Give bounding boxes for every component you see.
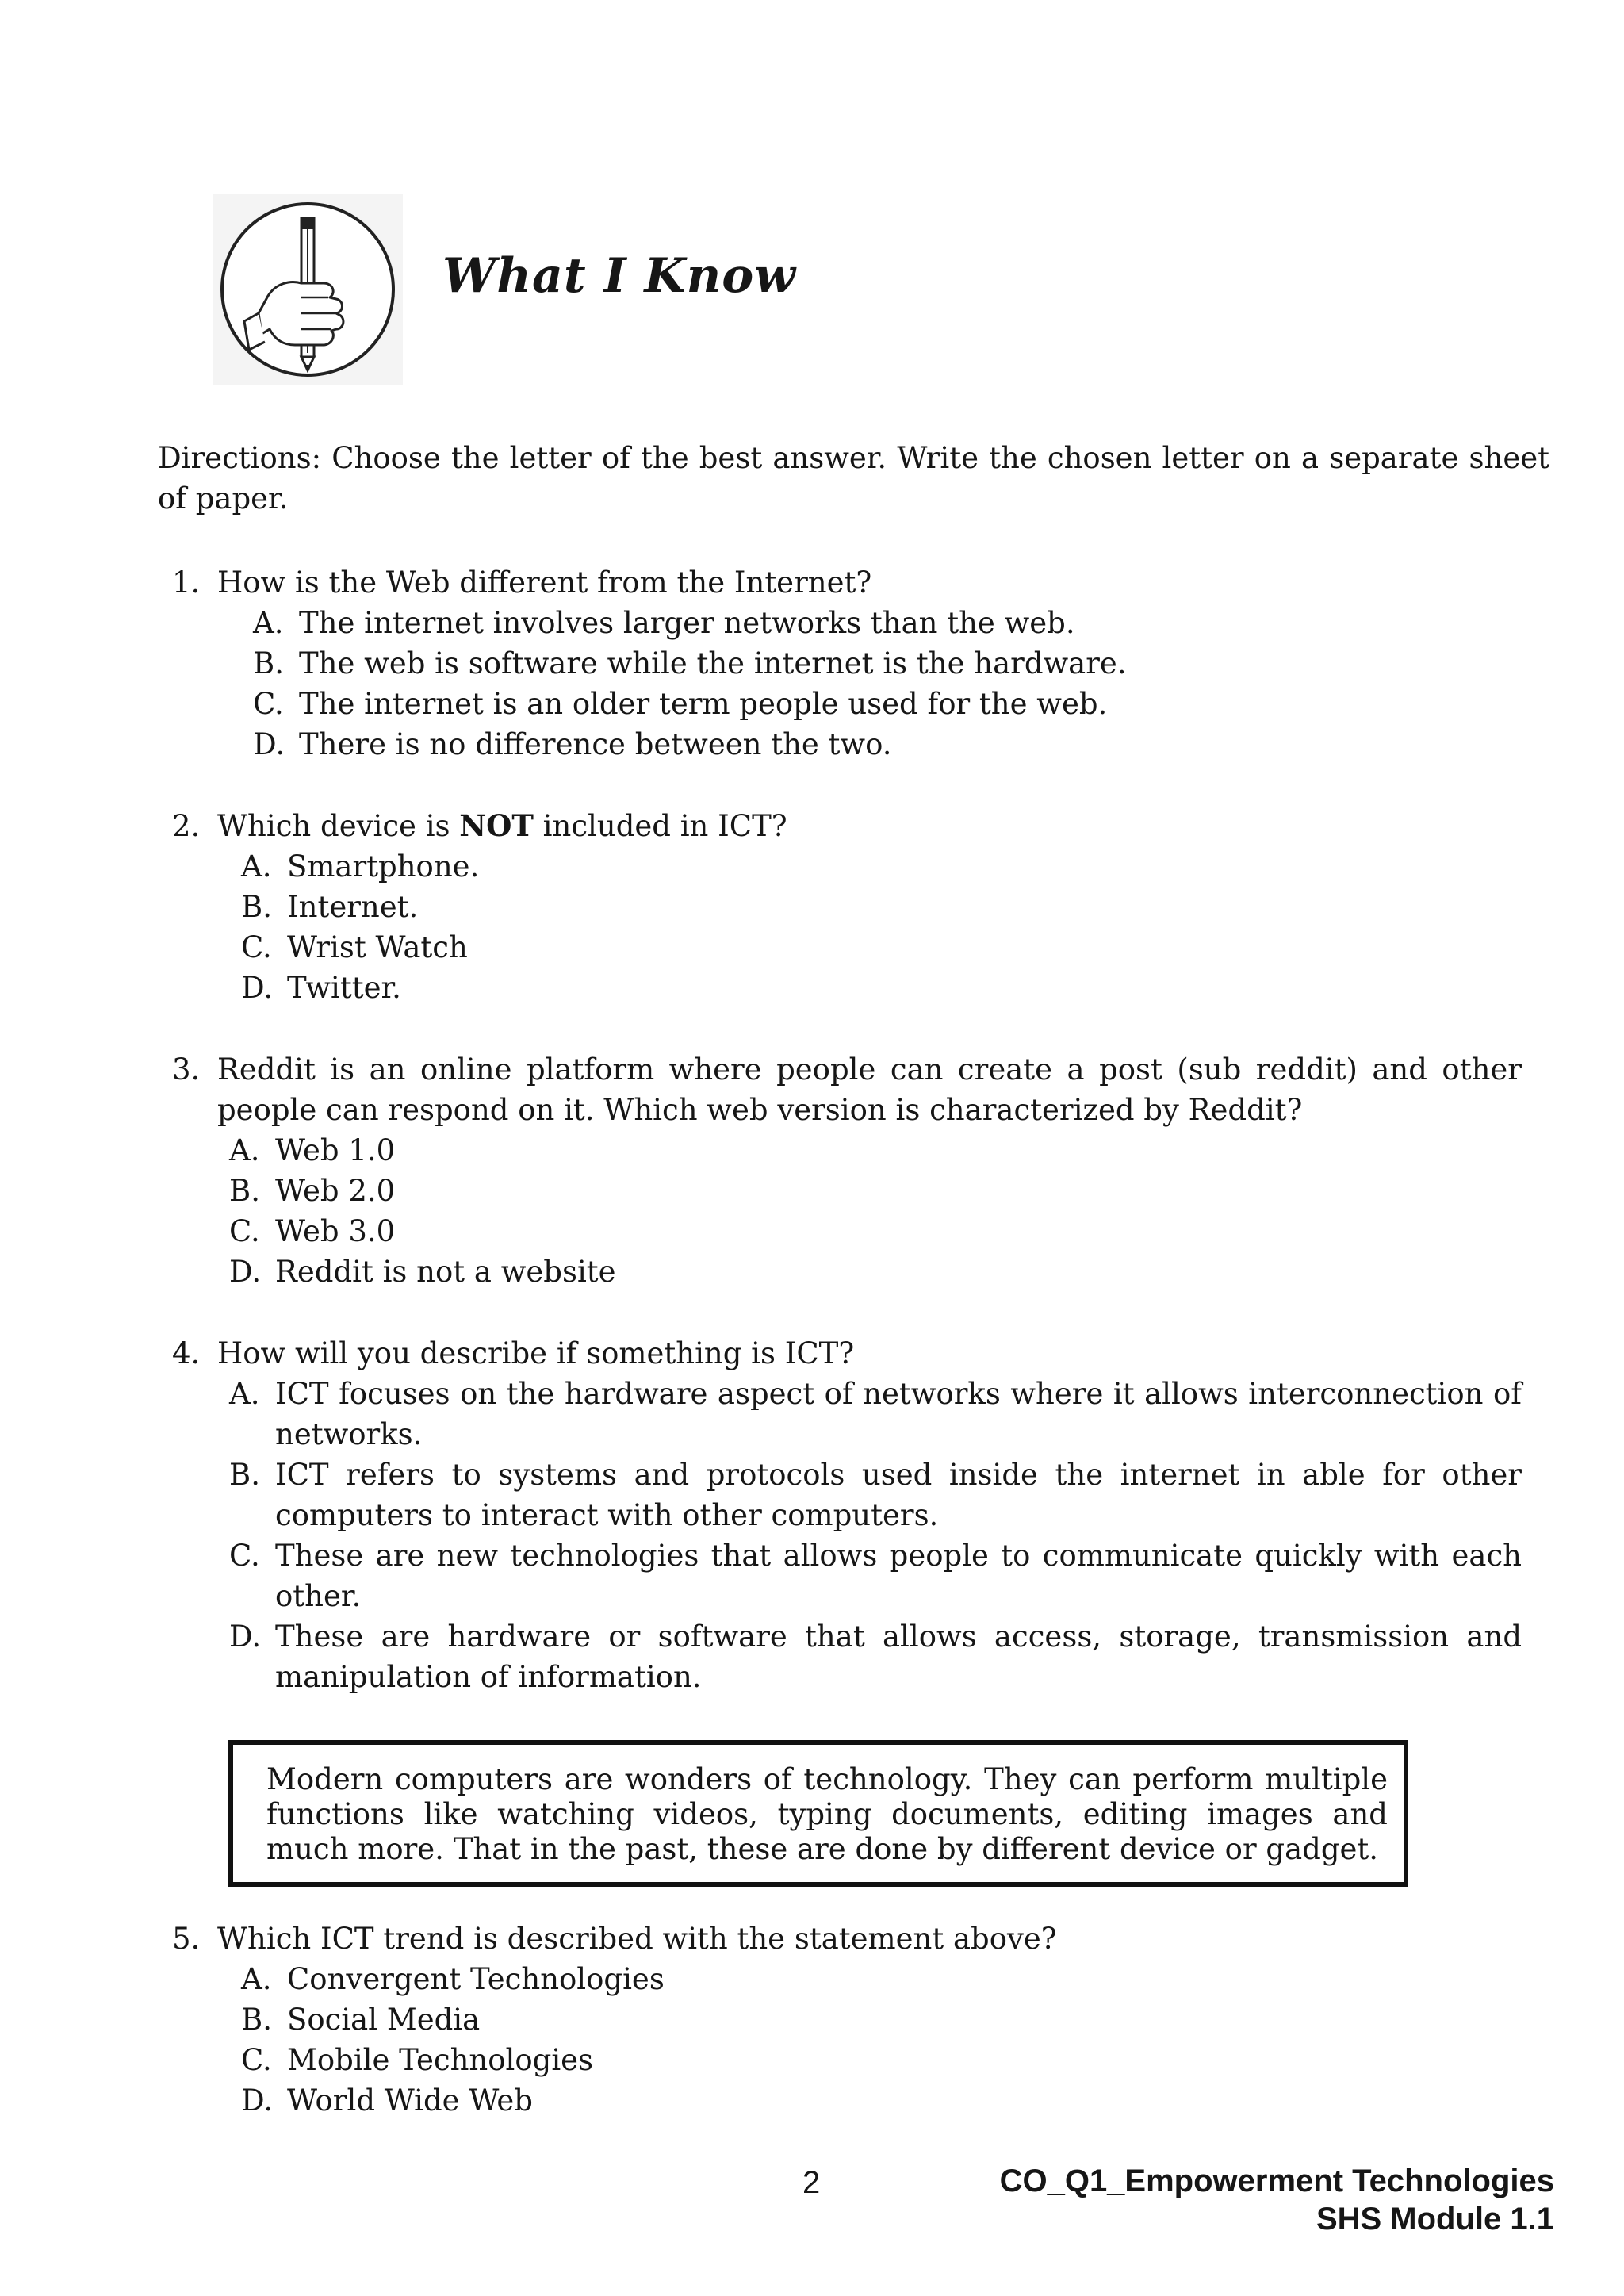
option-letter: B. — [229, 1174, 260, 1208]
question-text: Which ICT trend is described with the statement above? — [217, 1922, 1057, 1956]
option-letter: C. — [241, 930, 272, 964]
question-text: How will you describe if something is ICT? — [217, 1336, 855, 1370]
option-c[interactable] — [229, 1211, 1522, 1251]
option-letter: D. — [241, 2083, 274, 2118]
footer-module: SHS Module 1.1 — [1316, 2202, 1554, 2237]
option-text: ICT refers to systems and protocols used inside the internet in able for other computers to interact with other computers. — [275, 1458, 1522, 1532]
option-b[interactable] — [241, 887, 1522, 927]
option-text: Wrist Watch — [287, 930, 468, 964]
option-a[interactable] — [229, 1374, 1522, 1455]
option-letter: D. — [229, 1619, 262, 1654]
question-text — [217, 806, 1522, 846]
option-letter: C. — [241, 2043, 272, 2077]
option-letter: A. — [229, 1377, 260, 1411]
footer-module-label — [1000, 2162, 1554, 2238]
option-text: These are hardware or software that allows access, storage, transmission and manipulation of information. — [275, 1619, 1522, 1694]
option-letter: A. — [229, 1133, 260, 1167]
question-text-start: Which device is — [217, 809, 460, 843]
option-b[interactable] — [241, 1999, 1522, 2040]
option-d[interactable] — [229, 1616, 1522, 1697]
option-d[interactable] — [229, 1251, 1522, 1292]
option-text: ICT focuses on the hardware aspect of networks where it allows interconnection of networks. — [275, 1377, 1522, 1451]
option-d[interactable] — [241, 968, 1522, 1008]
option-text: Web 2.0 — [275, 1174, 396, 1208]
option-a[interactable] — [241, 846, 1522, 887]
option-c[interactable] — [241, 927, 1522, 968]
question-4 — [158, 1333, 1522, 1697]
option-text: Convergent Technologies — [287, 1962, 665, 1996]
option-letter: D. — [241, 971, 274, 1005]
option-letter: D. — [229, 1255, 262, 1289]
option-text: Reddit is not a website — [275, 1255, 616, 1289]
option-d[interactable] — [253, 724, 1522, 765]
option-letter: A. — [253, 606, 284, 640]
question-text: Reddit is an online platform where people can create a post (sub reddit) and other people can respond on it. Which web version is characterized by Reddit? — [217, 1052, 1522, 1127]
option-text: The internet involves larger networks than the web. — [299, 606, 1075, 640]
question-number: 5. — [172, 1922, 201, 1956]
footer-course: CO_Q1_Empowerment Technologies — [999, 2164, 1554, 2198]
question-number: 1. — [172, 565, 201, 600]
option-b[interactable] — [253, 643, 1522, 684]
option-letter: C. — [229, 1214, 260, 1248]
question-2 — [158, 806, 1522, 1008]
option-letter: C. — [229, 1539, 260, 1573]
option-letter: D. — [253, 727, 285, 761]
emphasis-not: NOT — [459, 808, 534, 843]
question-1 — [158, 562, 1522, 765]
option-d[interactable] — [241, 2080, 1522, 2121]
pencil-in-hand-icon — [213, 194, 403, 385]
option-text: The web is software while the internet is the hardware. — [299, 646, 1127, 680]
section-title: What I Know — [442, 248, 796, 304]
directions: Directions: Choose the letter of the best answer. Write the chosen letter on a separate sheet of paper. — [158, 441, 1549, 516]
option-c[interactable] — [229, 1535, 1522, 1616]
option-c[interactable] — [241, 2040, 1522, 2080]
option-letter: A. — [241, 849, 272, 884]
question-number: 3. — [172, 1052, 201, 1087]
option-letter: B. — [241, 2003, 272, 2037]
question-number: 4. — [172, 1336, 201, 1370]
option-text: World Wide Web — [287, 2083, 533, 2118]
option-text: These are new technologies that allows people to communicate quickly with each other. — [275, 1539, 1522, 1613]
question-number: 2. — [172, 809, 201, 843]
option-a[interactable] — [241, 1959, 1522, 1999]
option-letter: B. — [229, 1458, 260, 1492]
option-a[interactable] — [253, 603, 1522, 643]
info-box: Modern computers are wonders of technology. They can perform multiple functions like watching videos, typing documents, editing images and much more. That in the past, these are done by different device or gadget. — [228, 1740, 1408, 1887]
option-letter: C. — [253, 687, 284, 721]
option-text: Internet. — [287, 890, 419, 924]
option-a[interactable] — [229, 1130, 1522, 1171]
question-3 — [158, 1049, 1522, 1292]
option-text: The internet is an older term people used for the web. — [299, 687, 1108, 721]
page-number: 2 — [802, 2165, 821, 2200]
option-b[interactable] — [229, 1171, 1522, 1211]
question-5 — [158, 1918, 1522, 2121]
option-letter: B. — [241, 890, 272, 924]
option-text: There is no difference between the two. — [299, 727, 892, 761]
option-text: Social Media — [287, 2003, 481, 2037]
question-text: How is the Web different from the Internet? — [217, 565, 872, 600]
question-text-end: included in ICT? — [533, 809, 787, 843]
option-letter: A. — [241, 1962, 272, 1996]
option-text: Web 1.0 — [275, 1133, 396, 1167]
option-text: Smartphone. — [287, 849, 480, 884]
option-text: Twitter. — [287, 971, 401, 1005]
option-b[interactable] — [229, 1455, 1522, 1535]
option-text: Mobile Technologies — [287, 2043, 594, 2077]
option-text: Web 3.0 — [275, 1214, 396, 1248]
option-letter: B. — [253, 646, 284, 680]
option-c[interactable] — [253, 684, 1522, 724]
